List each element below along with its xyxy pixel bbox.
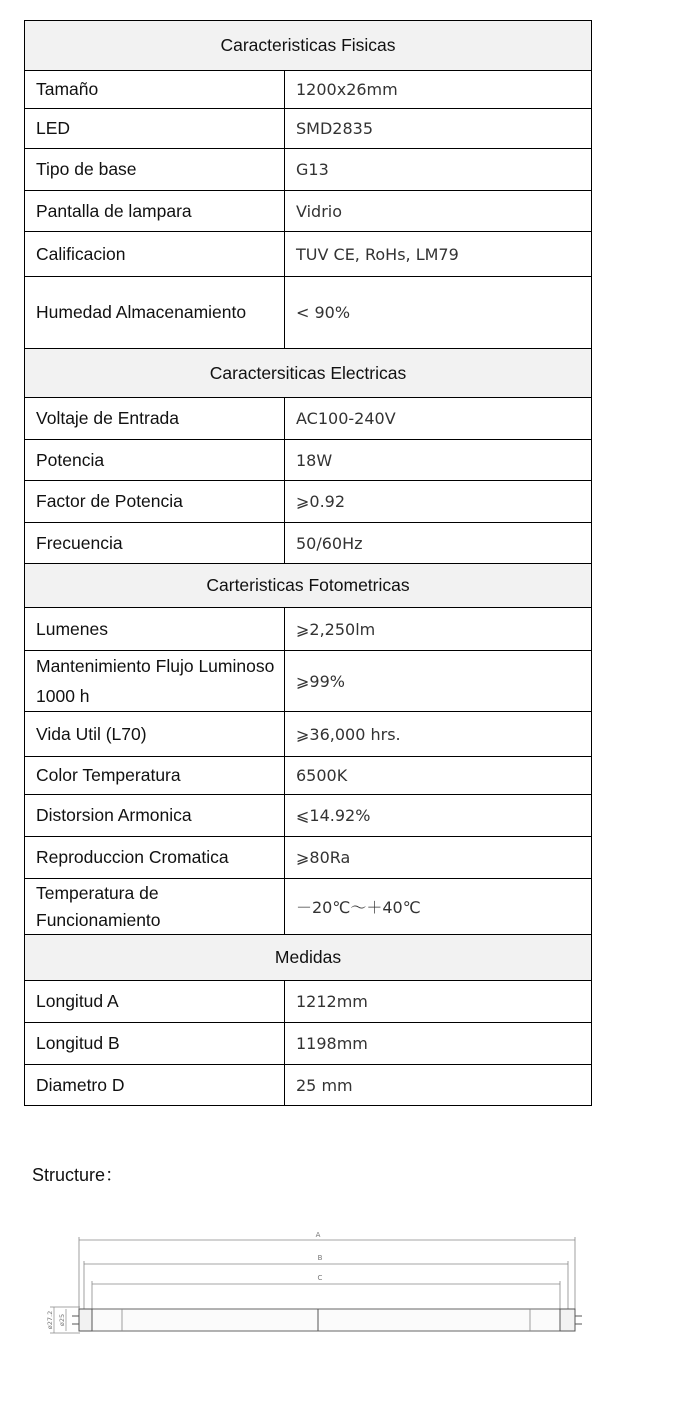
section-title: Medidas (25, 935, 592, 981)
table-row (25, 523, 592, 564)
row-value: ⩾2,250lm (285, 608, 592, 651)
row-label: Tamaño (25, 71, 285, 109)
row-label: Longitud A (25, 981, 285, 1023)
dimension-c-label: C (317, 1274, 323, 1282)
row-value: TUV CE, RoHs, LM79 (285, 232, 592, 277)
row-value: AC100-240V (285, 398, 592, 440)
row-label: Tipo de base (25, 149, 285, 191)
row-value: 1200x26mm (285, 71, 592, 109)
row-value: ⩾36,000 hrs. (285, 712, 592, 757)
row-label: Potencia (25, 440, 285, 481)
diameter-inner-label: ø25 (58, 1313, 66, 1327)
row-label: LED (25, 109, 285, 149)
diameter-outer-label: ø27.2 (46, 1310, 54, 1330)
end-cap-left (72, 1309, 92, 1331)
table-row (25, 440, 592, 481)
dimension-b-label: B (317, 1254, 323, 1262)
row-value: －20℃～＋40℃ (285, 879, 592, 935)
section-header-row (25, 349, 592, 398)
row-value: 50/60Hz (285, 523, 592, 564)
table-row (25, 712, 592, 757)
structure-label: Structure： (32, 1165, 124, 1185)
row-label: Mantenimiento Flujo Luminoso 1000 h (25, 651, 285, 712)
row-label: Vida Util (L70) (25, 712, 285, 757)
row-value: 1212mm (285, 981, 592, 1023)
table-row (25, 608, 592, 651)
row-label: Diametro D (25, 1065, 285, 1106)
row-label: Distorsion Armonica (25, 795, 285, 837)
spec-table (24, 20, 592, 1106)
table-row (25, 191, 592, 232)
table-row (25, 879, 592, 935)
row-value: Vidrio (285, 191, 592, 232)
row-label: Temperatura de Funcionamiento (25, 879, 285, 935)
row-label: Calificacion (25, 232, 285, 277)
row-value: 6500K (285, 757, 592, 795)
row-value: 18W (285, 440, 592, 481)
section-header-row (25, 21, 592, 71)
table-row (25, 71, 592, 109)
end-cap-right (560, 1309, 582, 1331)
table-row (25, 651, 592, 712)
row-value: ⩾99% (285, 651, 592, 712)
row-value: ⩾0.92 (285, 481, 592, 523)
table-row (25, 481, 592, 523)
dimension-c (92, 1281, 560, 1310)
table-row (25, 277, 592, 349)
row-label: Voltaje de Entrada (25, 398, 285, 440)
table-row (25, 1065, 592, 1106)
row-label: Lumenes (25, 608, 285, 651)
row-label: Pantalla de lampara (25, 191, 285, 232)
section-title: Caractersiticas Electricas (25, 349, 592, 398)
tube-body (92, 1309, 560, 1331)
dimension-a (79, 1237, 575, 1310)
table-row (25, 837, 592, 879)
section-header-row (25, 564, 592, 608)
tube-structure-diagram (0, 1225, 694, 1345)
dimension-b (84, 1261, 568, 1310)
section-title: Carteristicas Fotometricas (25, 564, 592, 608)
row-label: Reproduccion Cromatica (25, 837, 285, 879)
table-row (25, 757, 592, 795)
section-header-row (25, 935, 592, 981)
table-row (25, 795, 592, 837)
row-label: Factor de Potencia (25, 481, 285, 523)
table-row (25, 149, 592, 191)
row-label: Humedad Almacenamiento (25, 277, 285, 349)
row-value: 25 mm (285, 1065, 592, 1106)
table-row (25, 232, 592, 277)
row-value: < 90% (285, 277, 592, 349)
row-value: SMD2835 (285, 109, 592, 149)
table-row (25, 109, 592, 149)
table-row (25, 981, 592, 1023)
row-label: Longitud B (25, 1023, 285, 1065)
table-row (25, 1023, 592, 1065)
section-title: Caracteristicas Fisicas (25, 21, 592, 71)
table-row (25, 398, 592, 440)
row-label: Frecuencia (25, 523, 285, 564)
dimension-a-label: A (315, 1231, 321, 1239)
row-label: Color Temperatura (25, 757, 285, 795)
row-value: G13 (285, 149, 592, 191)
row-value: ⩽14.92% (285, 795, 592, 837)
row-value: ⩾80Ra (285, 837, 592, 879)
row-value: 1198mm (285, 1023, 592, 1065)
